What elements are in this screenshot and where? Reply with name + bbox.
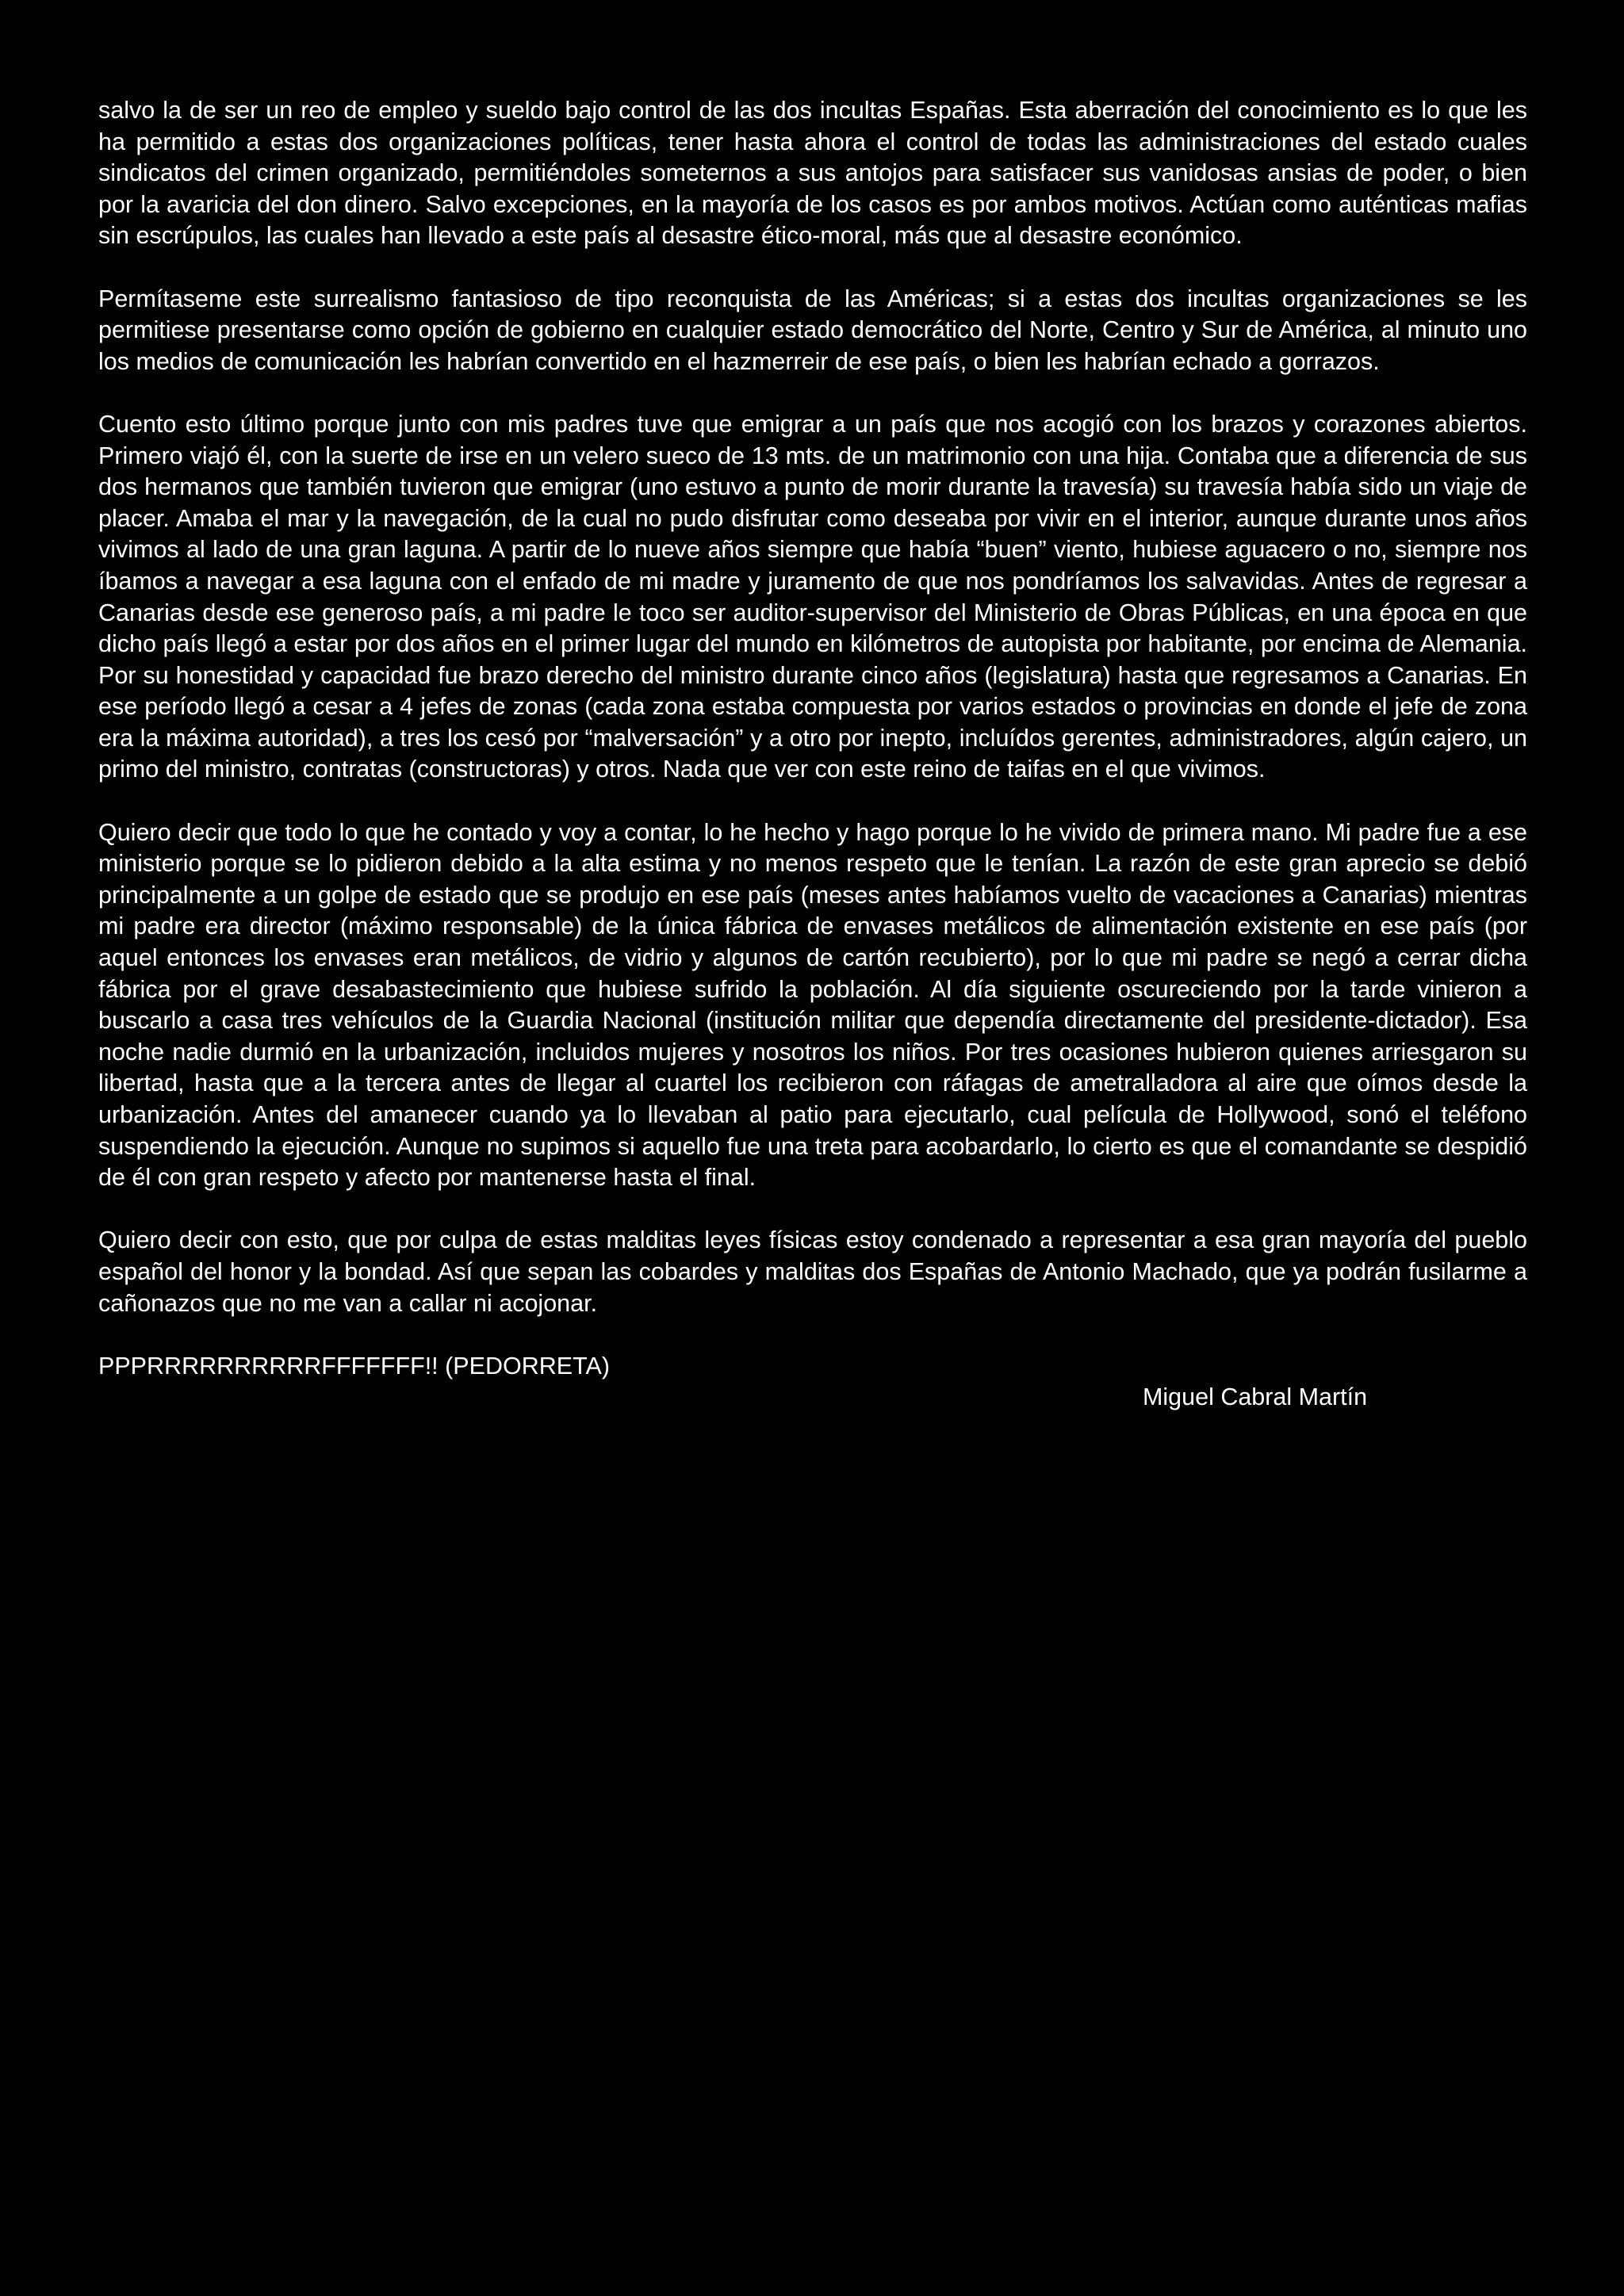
paragraph-1: salvo la de ser un reo de empleo y sueldo bajo control de las dos incultas Españas. Esta aberración del conocimiento es lo que les ha permitido a estas dos organizaciones políticas, tener hasta ahora el control de todas las administraciones del estado cuales sindicatos del crimen organizado, permitiéndoles someternos a sus antojos para satisfacer sus vanidosas ansias de poder, o bien por la avaricia del don dinero. Salvo excepciones, en la mayoría de los casos es por ambos motivos. Actúan como auténticas mafias sin escrúpulos, las cuales han llevado a este país al desastre ético-moral, más que al desastre económico.: [98, 97, 1527, 250]
paragraph-5: Quiero decir con esto, que por culpa de estas malditas leyes físicas estoy condenado a representar a esa gran mayoría del pueblo español del honor y la bondad. Así que sepan las cobardes y malditas dos Españas de Antonio Machado, que ya podrán fusilarme a cañonazos que no me van a callar ni acojonar.: [98, 1226, 1527, 1317]
closing-line: PPPRRRRRRRRRRFFFFFFF!! (PEDORRETA): [98, 1352, 610, 1380]
paragraph-2: Permítaseme este surrealismo fantasioso de tipo reconquista de las Américas; si a estas dos incultas organizaciones se les permitiese presentarse como opción de gobierno en cualquier estado democrático del Norte, Centro y Sur de América, al minuto uno los medios de comunicación les habrían convertido en el hazmerreir de ese país, o bien les habrían echado a gorrazos.: [98, 285, 1527, 375]
document-page: [98, 95, 1527, 1414]
signature: Miguel Cabral Martín: [1143, 1383, 1368, 1411]
paragraph-4: Quiero decir que todo lo que he contado y voy a contar, lo he hecho y hago porque lo he vivido de primera mano. Mi padre fue a ese ministerio porque se lo pidieron debido a la alta estima y no menos respeto que le tenían. La razón de este gran aprecio se debió principalmente a un golpe de estado que se produjo en ese país (meses antes habíamos vuelto de vacaciones a Canarias) mientras mi padre era director (máximo responsable) de la única fábrica de envases metálicos de alimentación existente en ese país (por aquel entonces los envases eran metálicos, de vidrio y algunos de cartón recubierto), por lo que mi padre se negó a cerrar dicha fábrica por el grave desabastecimiento que hubiese sufrido la población. Al día siguiente oscureciendo por la tarde vinieron a buscarlo a casa tres vehículos de la Guardia Nacional (institución militar que dependía directamente del presidente-dictador). Esa noche nadie durmió en la urbanización, incluidos mujeres y nosotros los niños. Por tres ocasiones hubieron quienes arriesgaron su libertad, hasta que a la tercera antes de llegar al cuartel los recibieron con ráfagas de ametralladora al aire que oímos desde la urbanización. Antes del amanecer cuando ya lo llevaban al patio para ejecutarlo, cual película de Hollywood, sonó el teléfono suspendiendo la ejecución. Aunque no supimos si aquello fue una treta para acobardarlo, lo cierto es que el comandante se despidió de él con gran respeto y afecto por mantenerse hasta el final.: [98, 818, 1527, 1192]
paragraph-3: Cuento esto último porque junto con mis padres tuve que emigrar a un país que nos acogió con los brazos y corazones abiertos. Primero viajó él, con la suerte de irse en un velero sueco de 13 mts. de un matrimonio con una hija. Contaba que a diferencia de sus dos hermanos que también tuvieron que emigrar (uno estuvo a punto de morir durante la travesía) su travesía había sido un viaje de placer. Amaba el mar y la navegación, de la cual no pudo disfrutar como deseaba por vivir en el interior, aunque durante unos años vivimos al lado de una gran laguna. A partir de lo nueve años siempre que había “buen” viento, hubiese aguacero o no, siempre nos íbamos a navegar a esa laguna con el enfado de mi madre y juramento de que nos pondríamos los salvavidas. Antes de regresar a Canarias desde ese generoso país, a mi padre le toco ser auditor-supervisor del Ministerio de Obras Públicas, en una época en que dicho país llegó a estar por dos años en el primer lugar del mundo en kilómetros de autopista por habitante, por encima de Alemania. Por su honestidad y capacidad fue brazo derecho del ministro durante cinco años (legislatura) hasta que regresamos a Canarias. En ese período llegó a cesar a 4 jefes de zonas (cada zona estaba compuesta por varios estados o provincias en donde el jefe de zona era la máxima autoridad), a tres los cesó por “malversación” y a otro por inepto, incluídos gerentes, administradores, algún cajero, un primo del ministro, contratas (constructoras) y otros. Nada que ver con este reino de taifas en el que vivimos.: [98, 410, 1527, 783]
